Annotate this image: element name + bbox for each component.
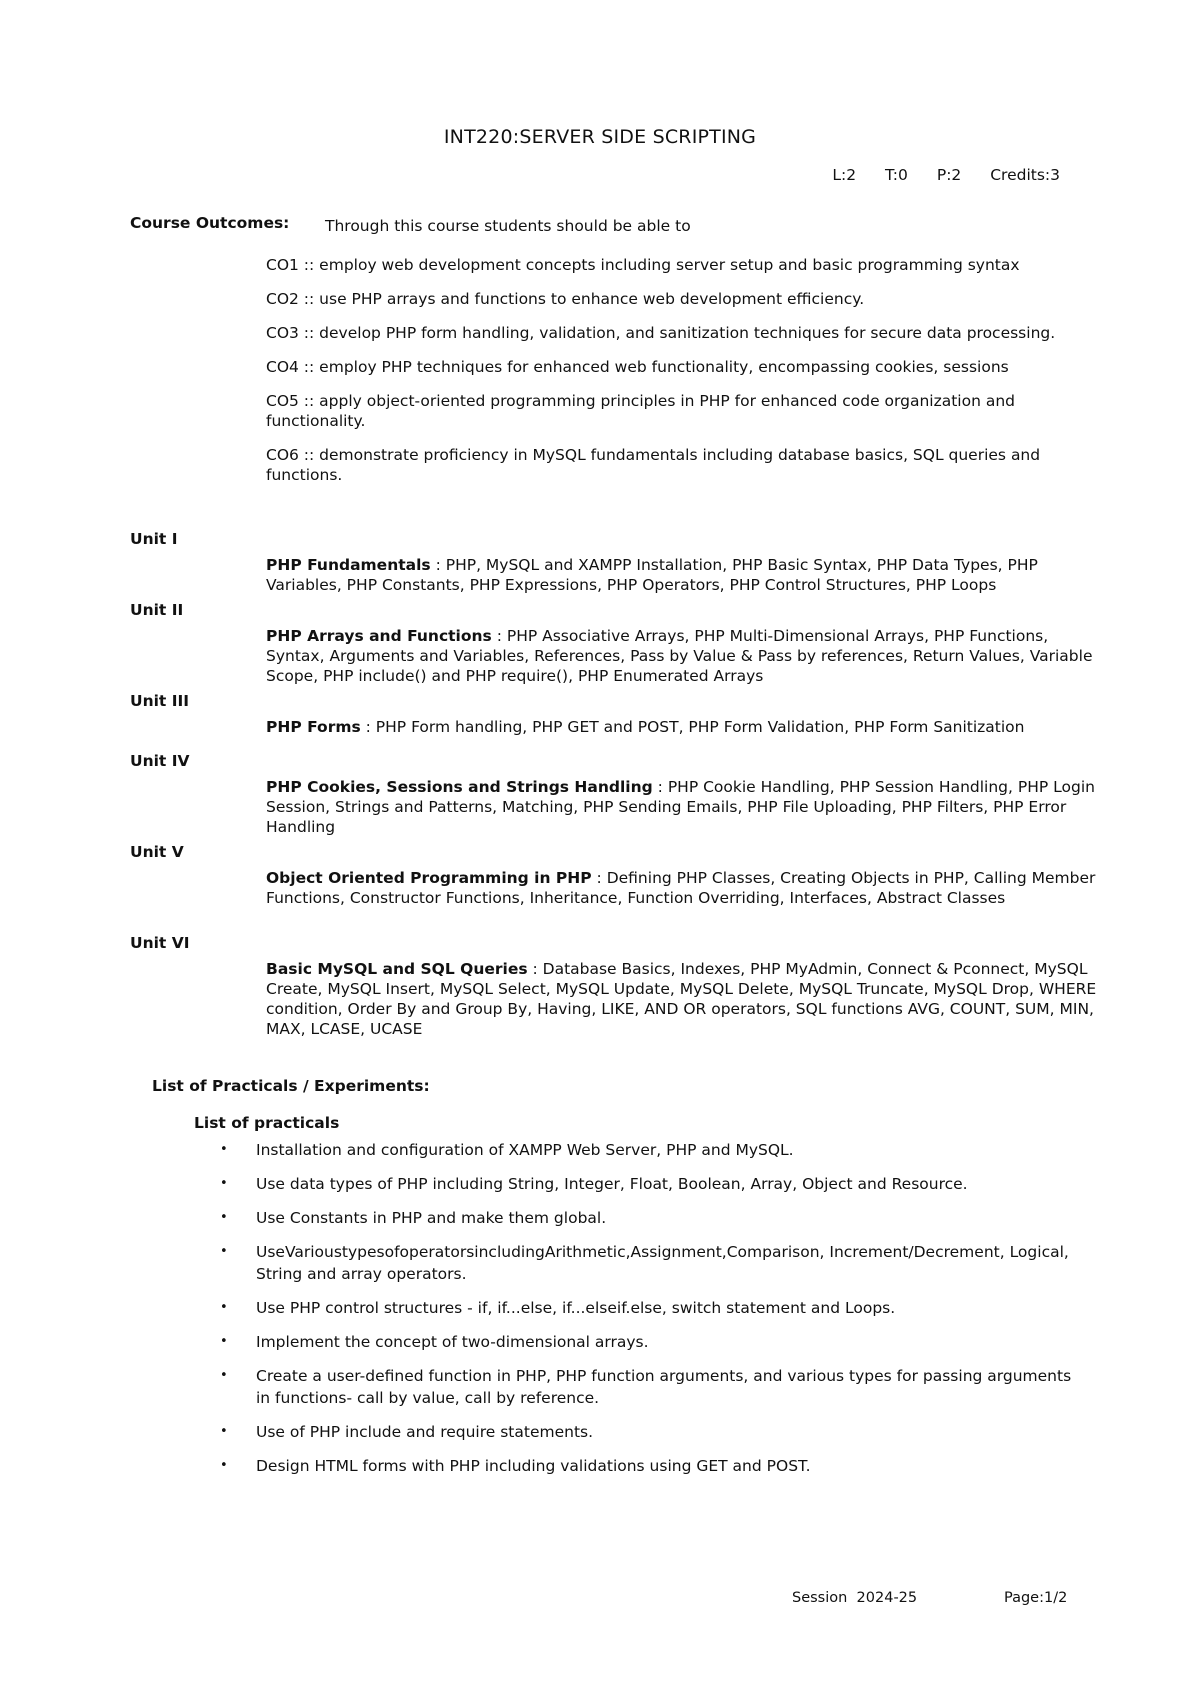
unit-heading: PHP Forms — [266, 718, 361, 736]
course-outcome-item: CO5 :: apply object-oriented programming principles in PHP for enhanced code organization and functionality. — [266, 392, 1015, 430]
bullet-icon: • — [220, 1334, 228, 1349]
practical-hours: P:2 — [936, 166, 962, 184]
page-title: INT220:SERVER SIDE SCRIPTING — [443, 126, 757, 148]
unit-content — [266, 959, 1106, 1039]
course-outcome-item: CO4 :: employ PHP techniques for enhanced web functionality, encompassing cookies, sessions — [266, 358, 1009, 376]
practical-text: Use PHP control structures - if, if...else, if...elseif.else, switch statement and Loops. — [256, 1299, 896, 1317]
unit-topics: : Defining PHP Classes, Creating Objects in PHP, Calling Member Functions, Constructor Functions, Inheritance, Function Overriding, Interfaces, Abstract Classes — [266, 869, 1096, 907]
list-item — [220, 1365, 1080, 1409]
unit-topics: : PHP Cookie Handling, PHP Session Handling, PHP Login Session, Strings and Patterns, Matching, PHP Sending Emails, PHP File Uploading, PHP Filters, PHP Error Handling — [266, 778, 1095, 836]
unit-label: Unit II — [130, 601, 184, 619]
unit-heading: PHP Arrays and Functions — [266, 627, 492, 645]
unit-label: Unit V — [130, 843, 184, 861]
practical-text: Installation and configuration of XAMPP Web Server, PHP and MySQL. — [256, 1141, 794, 1159]
course-outcomes-list — [266, 255, 1086, 499]
practical-text: Design HTML forms with PHP including validations using GET and POST. — [256, 1457, 811, 1475]
course-outcomes-label: Course Outcomes: — [130, 214, 290, 232]
practicals-list — [220, 1139, 1080, 1489]
credits: Credits:3 — [990, 166, 1060, 184]
practical-text: Use Constants in PHP and make them global. — [256, 1209, 607, 1227]
unit-heading: PHP Fundamentals — [266, 556, 431, 574]
practical-text: Use data types of PHP including String, Integer, Float, Boolean, Array, Object and Resource. — [256, 1175, 968, 1193]
list-item — [220, 1297, 1080, 1319]
practical-text: UseVarioustypesofoperatorsincludingArithmetic,Assignment,Comparison, Increment/Decrement, Logical, String and array operators. — [256, 1243, 1069, 1283]
ltp-credits — [818, 166, 1060, 184]
footer-page-number: Page:1/2 — [1004, 1590, 1068, 1606]
bullet-icon: • — [220, 1176, 228, 1191]
unit-label: Unit III — [130, 692, 190, 710]
course-outcome-item: CO6 :: demonstrate proficiency in MySQL fundamentals including database basics, SQL queries and functions. — [266, 446, 1041, 484]
unit-content — [266, 555, 1106, 595]
list-item — [220, 1421, 1080, 1443]
practicals-subheading: List of practicals — [194, 1114, 340, 1132]
unit-label: Unit IV — [130, 752, 190, 770]
list-item — [220, 1241, 1080, 1285]
practical-text: Implement the concept of two-dimensional arrays. — [256, 1333, 649, 1351]
bullet-icon: • — [220, 1458, 228, 1473]
bullet-icon: • — [220, 1244, 228, 1259]
unit-topics: : PHP Associative Arrays, PHP Multi-Dimensional Arrays, PHP Functions, Syntax, Arguments and Variables, References, Pass by Value & Pass by references, Return Values, Variable Scope, PHP include() and PHP require(), PHP Enumerated Arrays — [266, 627, 1093, 685]
bullet-icon: • — [220, 1210, 228, 1225]
tutorial-hours: T:0 — [885, 166, 908, 184]
course-outcome-item: CO3 :: develop PHP form handling, validation, and sanitization techniques for secure data processing. — [266, 324, 1056, 342]
unit-heading: PHP Cookies, Sessions and Strings Handling — [266, 778, 653, 796]
footer-session: Session 2024-25 — [792, 1590, 918, 1606]
unit-content — [266, 717, 1106, 737]
unit-label: Unit VI — [130, 934, 190, 952]
unit-topics: : PHP Form handling, PHP GET and POST, PHP Form Validation, PHP Form Sanitization — [360, 718, 1025, 736]
unit-content — [266, 626, 1106, 686]
practical-text: Use of PHP include and require statements. — [256, 1423, 594, 1441]
list-item — [220, 1331, 1080, 1353]
unit-topics: : Database Basics, Indexes, PHP MyAdmin, Connect & Pconnect, MySQL Create, MySQL Insert, MySQL Select, MySQL Update, MySQL Delete, MySQL Truncate, MySQL Drop, WHERE condition, Order By and Group By, Having, LIKE, AND OR operators, SQL functions AVG, COUNT, SUM, MIN, MAX, LCASE, UCASE — [266, 960, 1097, 1038]
lecture-hours: L:2 — [832, 166, 857, 184]
practical-text: Create a user-defined function in PHP, PHP function arguments, and various types for passing arguments in functions- call by value, call by reference. — [256, 1367, 1072, 1407]
unit-heading: Object Oriented Programming in PHP — [266, 869, 592, 887]
list-item — [220, 1455, 1080, 1477]
unit-label: Unit I — [130, 530, 178, 548]
unit-content — [266, 868, 1106, 908]
unit-content — [266, 777, 1106, 837]
list-item — [220, 1139, 1080, 1161]
list-item — [220, 1173, 1080, 1195]
bullet-icon: • — [220, 1368, 228, 1383]
bullet-icon: • — [220, 1300, 228, 1315]
list-item — [220, 1207, 1080, 1229]
course-outcome-item: CO2 :: use PHP arrays and functions to enhance web development efficiency. — [266, 290, 865, 308]
unit-heading: Basic MySQL and SQL Queries — [266, 960, 528, 978]
course-outcome-item: CO1 :: employ web development concepts including server setup and basic programming syntax — [266, 256, 1020, 274]
unit-topics: : PHP, MySQL and XAMPP Installation, PHP Basic Syntax, PHP Data Types, PHP Variables, PHP Constants, PHP Expressions, PHP Operators, PHP Control Structures, PHP Loops — [266, 556, 1038, 594]
course-outcomes-intro: Through this course students should be able to — [325, 217, 691, 235]
bullet-icon: • — [220, 1142, 228, 1157]
practicals-heading: List of Practicals / Experiments: — [152, 1077, 430, 1095]
bullet-icon: • — [220, 1424, 228, 1439]
